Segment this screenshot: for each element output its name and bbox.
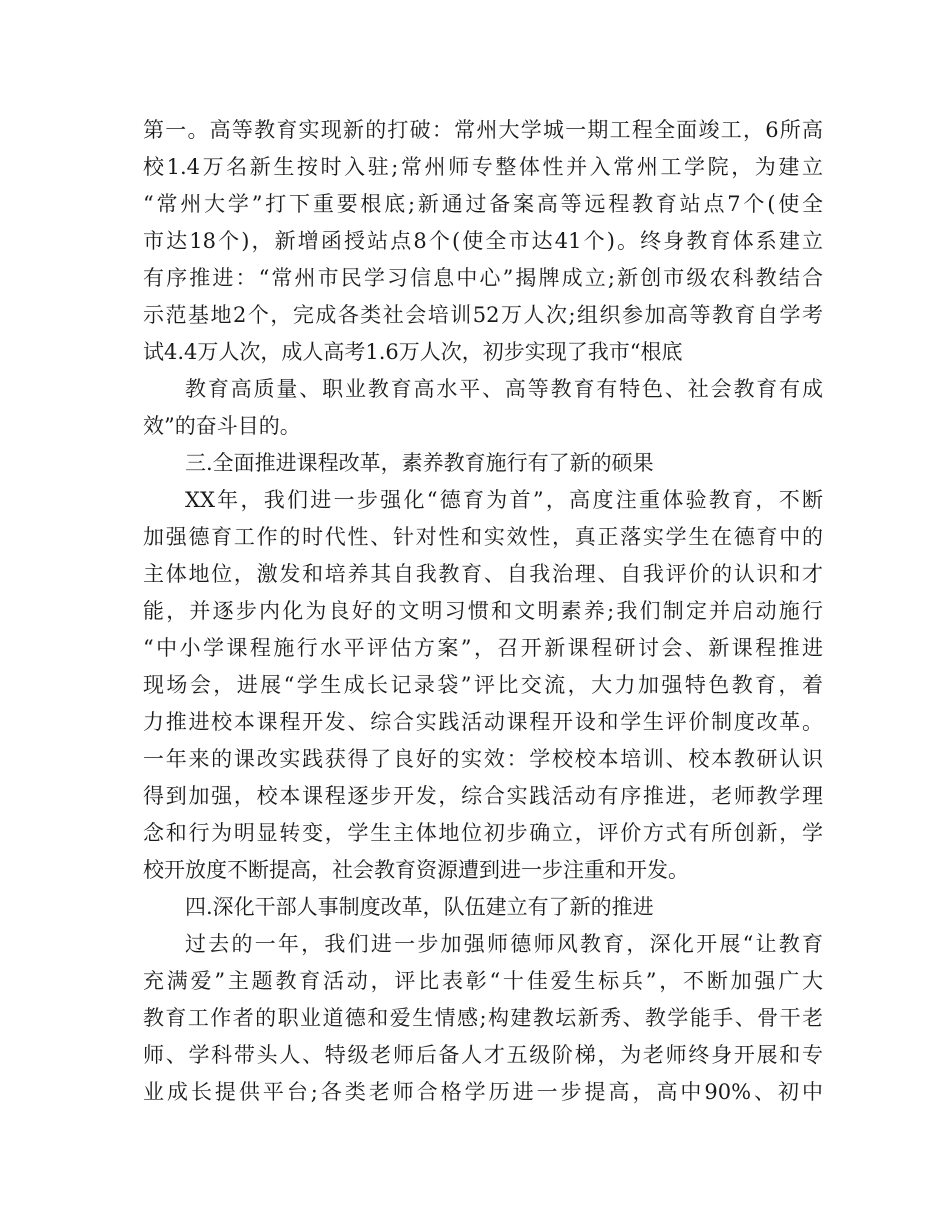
text-line: 现场会，进展“学生成长记录袋”评比交流，大力加强特色教育，着 [143,673,823,697]
text-line: 四.深化干部人事制度改革，队伍建立有了新的推进 [185,895,654,919]
text-line: 一年来的课改实践获得了良好的实效：学校校本培训、校本教研认识 [143,747,823,771]
text-line: 充满爱”主题教育活动，评比表彰“十佳爱生标兵”，不断加强广大 [143,969,823,993]
text-line: 业成长提供平台;各类老师合格学历进一步提高，高中90%、初中 [143,1080,823,1104]
text-line: 主体地位，激发和培养其自我教育、自我治理、自我评价的认识和才 [143,562,823,586]
text-line: 市达18个)，新增函授站点8个(使全市达41个)。终身教育体系建立 [143,229,823,253]
text-line: 得到加强，校本课程逐步开发，综合实践活动有序推进，老师教学理 [143,784,823,808]
text-line: 第一。高等教育实现新的打破：常州大学城一期工程全面竣工，6所高 [143,118,823,142]
text-line: 教育工作者的职业道德和爱生情感;构建教坛新秀、教学能手、骨干老 [143,1006,823,1030]
text-line: “中小学课程施行水平评估方案”，召开新课程研讨会、新课程推进 [143,636,823,660]
text-line: 加强德育工作的时代性、针对性和实效性，真正落实学生在德育中的 [143,525,823,549]
text-line: 效”的奋斗目的。 [143,414,301,438]
text-line: “常州大学”打下重要根底;新通过备案高等远程教育站点7个(使全 [143,192,823,216]
text-line: 三.全面推进课程改革，素养教育施行有了新的硕果 [185,451,654,475]
text-line: 能，并逐步内化为良好的文明习惯和文明素养;我们制定并启动施行 [143,599,823,623]
text-line: 试4.4万人次，成人高考1.6万人次，初步实现了我市“根底 [143,340,683,364]
text-line: 校1.4万名新生按时入驻;常州师专整体性并入常州工学院，为建立 [143,155,823,179]
text-line: 示范基地2个，完成各类社会培训52万人次;组织参加高等教育自学考 [143,303,823,327]
text-line: 校开放度不断提高，社会教育资源遭到进一步注重和开发。 [143,858,689,882]
text-line: 教育高质量、职业教育高水平、高等教育有特色、社会教育有成 [185,377,823,401]
text-line: 力推进校本课程开发、综合实践活动课程开设和学生评价制度改革。 [143,710,823,734]
text-line: XX年，我们进一步强化“德育为首”，高度注重体验教育，不断 [185,488,823,512]
text-line: 过去的一年，我们进一步加强师德师风教育，深化开展“让教育 [185,932,823,956]
document-body [143,112,823,1111]
text-line: 有序推进：“常州市民学习信息中心”揭牌成立;新创市级农科教结合 [143,266,823,290]
text-line: 师、学科带头人、特级老师后备人才五级阶梯，为老师终身开展和专 [143,1043,823,1067]
text-line: 念和行为明显转变，学生主体地位初步确立，评价方式有所创新，学 [143,821,823,845]
